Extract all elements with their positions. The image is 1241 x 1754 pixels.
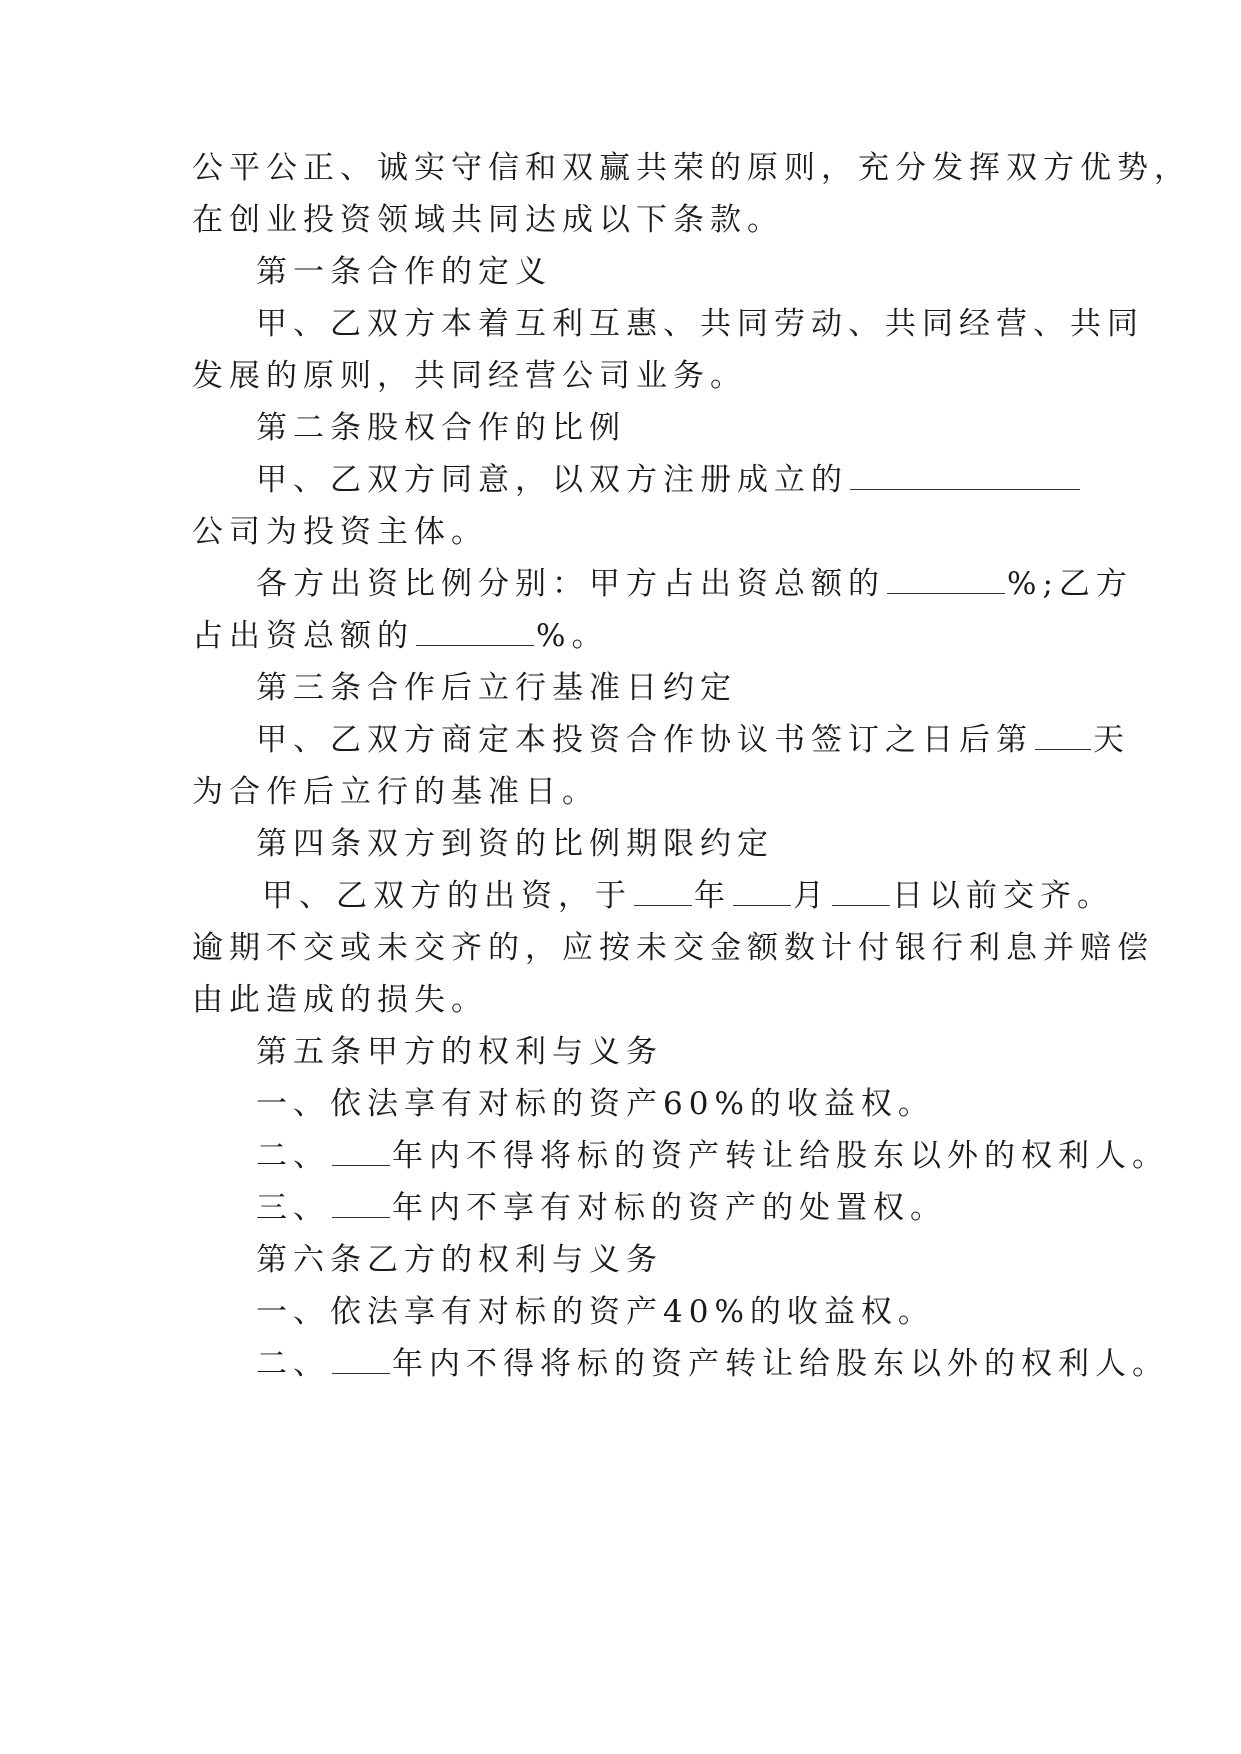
text-segment: 甲、乙双方同意，以双方注册成立的	[256, 462, 848, 498]
month-blank	[733, 879, 791, 906]
paragraph-line	[256, 304, 1144, 344]
text-segment: 二、	[256, 1138, 330, 1174]
text-segment: 二、	[256, 1346, 330, 1382]
paragraph-line	[256, 460, 1116, 500]
clause-item	[256, 1292, 1116, 1332]
article-5-heading	[256, 1032, 1116, 1072]
years-blank	[332, 1191, 390, 1218]
day-number-blank	[1035, 723, 1091, 750]
clause-item	[256, 1084, 1116, 1124]
text-segment: 公平公正、诚实守信和双赢共荣的原则，充分发挥双方优势，	[192, 150, 1191, 186]
text-segment: 年	[694, 878, 731, 914]
article-3-heading	[256, 668, 1116, 708]
heading-text: 第六条乙方的权利与义务	[256, 1242, 663, 1278]
paragraph-line	[192, 772, 1052, 812]
heading-text: 第一条合作的定义	[256, 254, 552, 290]
text-segment: 年内不得将标的资产转让给股东以外的权利人。	[392, 1346, 1169, 1382]
clause-item	[256, 1188, 1116, 1228]
article-2-heading	[256, 408, 1116, 448]
text-segment: 占出资总额的	[192, 618, 414, 654]
text-segment: 年内不享有对标的资产的处置权。	[392, 1190, 947, 1226]
paragraph-line	[256, 720, 1130, 760]
heading-text: 第四条双方到资的比例期限约定	[256, 826, 774, 862]
text-segment: 一、依法享有对标的资产40%的收益权。	[256, 1294, 935, 1330]
years-blank	[332, 1347, 390, 1374]
paragraph-line	[262, 876, 1122, 916]
heading-text: 第二条股权合作的比例	[256, 410, 626, 446]
text-segment: 甲、乙双方商定本投资合作协议书签订之日后第	[256, 722, 1033, 758]
article-4-heading	[256, 824, 1116, 864]
text-segment: 甲、乙双方的出资，于	[262, 878, 632, 914]
text-segment: 为合作后立行的基准日。	[192, 774, 599, 810]
text-segment: %;乙方	[1007, 566, 1133, 602]
years-blank	[332, 1139, 390, 1166]
clause-item	[256, 1136, 1169, 1176]
text-segment: 发展的原则，共同经营公司业务。	[192, 358, 747, 394]
text-segment: 逾期不交或未交齐的，应按未交金额数计付银行利息并赔偿	[192, 930, 1154, 966]
text-segment: 在创业投资领域共同达成以下条款。	[192, 202, 784, 238]
party-a-percent-blank	[887, 567, 1005, 594]
text-segment: 各方出资比例分别：甲方占出资总额的	[256, 566, 885, 602]
heading-text: 第三条合作后立行基准日约定	[256, 670, 737, 706]
text-segment: 年内不得将标的资产转让给股东以外的权利人。	[392, 1138, 1169, 1174]
text-segment: 天	[1093, 722, 1130, 758]
paragraph-line	[192, 980, 1052, 1020]
paragraph-line	[192, 512, 1052, 552]
text-segment: 由此造成的损失。	[192, 982, 488, 1018]
article-1-heading	[256, 252, 1116, 292]
paragraph-line	[192, 928, 1154, 968]
party-b-percent-blank	[416, 619, 534, 646]
article-6-heading	[256, 1240, 1116, 1280]
day-blank	[832, 879, 890, 906]
paragraph-line	[256, 564, 1133, 604]
clause-item	[256, 1344, 1169, 1384]
text-segment: %。	[536, 618, 609, 654]
paragraph-line	[192, 200, 1052, 240]
text-segment: 甲、乙双方本着互利互惠、共同劳动、共同经营、共同	[256, 306, 1144, 342]
text-segment: 日以前交齐。	[892, 878, 1114, 914]
text-segment: 月	[793, 878, 830, 914]
paragraph-line	[192, 356, 1052, 396]
text-segment: 一、依法享有对标的资产60%的收益权。	[256, 1086, 935, 1122]
paragraph-line	[192, 616, 1052, 656]
heading-text: 第五条甲方的权利与义务	[256, 1034, 663, 1070]
text-segment: 公司为投资主体。	[192, 514, 488, 550]
text-segment: 三、	[256, 1190, 330, 1226]
year-blank	[634, 879, 692, 906]
company-name-blank	[850, 463, 1080, 490]
paragraph-line	[192, 148, 1191, 188]
